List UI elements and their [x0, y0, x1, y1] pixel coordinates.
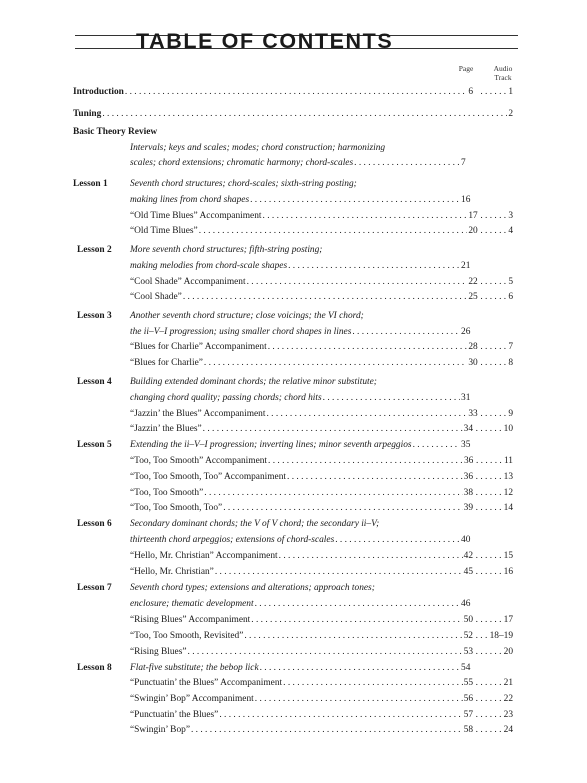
audio-track-number: 22 [503, 694, 513, 704]
page-number: 58 [463, 725, 473, 735]
dot-leader [244, 630, 462, 643]
tune-title: “Blues for Charlie” [130, 358, 203, 368]
dot-leader [251, 614, 462, 627]
toc-row [0, 408, 587, 421]
toc-row [0, 724, 587, 737]
lesson-label: Lesson 2 [77, 245, 112, 255]
tune-title: “Blues for Charlie” Accompaniment [130, 342, 267, 352]
lesson-label: Basic Theory Review [73, 127, 158, 137]
dot-leader [102, 108, 507, 121]
dot-leader [215, 566, 463, 579]
dot-leader [476, 614, 504, 627]
lesson-description: scales; chord extensions; chromatic harmony; chord-scales [130, 158, 354, 168]
lesson-label: Lesson 7 [77, 583, 112, 593]
audio-track-number: 7 [508, 342, 513, 352]
tune-title: “Swingin’ Bop” Accompaniment [130, 694, 254, 704]
lesson-label: Lesson 4 [77, 377, 112, 387]
lesson-description: changing chord quality; passing chords; chord hits [130, 393, 322, 403]
toc-row [0, 693, 587, 706]
page-number: 57 [463, 710, 473, 720]
tune-title: “Hello, Mr. Christian” [130, 567, 214, 577]
dot-leader [219, 709, 462, 722]
lesson-description: Extending the ii–V–I progression; inverting lines; minor seventh arpeggios [130, 440, 412, 450]
page-number: 25 [468, 292, 478, 302]
lesson-description: Secondary dominant chords; the V of V chord; the secondary ii–V; [130, 519, 380, 529]
dot-leader [255, 598, 460, 611]
page-number: 55 [463, 678, 473, 688]
dot-leader [476, 709, 504, 722]
tune-title: “Jazzin’ the Blues” [130, 424, 202, 434]
dot-leader [268, 455, 463, 468]
toc-row [0, 614, 587, 627]
toc-row [0, 582, 587, 595]
dot-leader [323, 392, 460, 405]
tune-title: “Old Time Blues” Accompaniment [130, 211, 262, 221]
toc-row [0, 598, 587, 611]
toc-row [0, 534, 587, 547]
audio-track-number: 2 [508, 109, 513, 119]
toc-row [0, 326, 587, 339]
page-number: 35 [461, 440, 471, 450]
page-number: 22 [468, 277, 478, 287]
audio-track-number: 23 [503, 710, 513, 720]
page-number: 33 [468, 409, 478, 419]
page-column-header: Page [458, 64, 474, 73]
dot-leader [191, 724, 463, 737]
dot-leader [476, 646, 504, 659]
tune-title: “Rising Blues” Accompaniment [130, 615, 251, 625]
dot-leader [476, 566, 504, 579]
dot-leader [480, 276, 508, 289]
lesson-label: Lesson 1 [73, 179, 108, 189]
tune-title: “Hello, Mr. Christian” Accompaniment [130, 551, 278, 561]
dot-leader [354, 157, 460, 170]
tune-title: “Punctuatin’ the Blues” Accompaniment [130, 678, 283, 688]
toc-row [0, 630, 587, 643]
toc-row [0, 423, 587, 436]
lesson-description: Flat-five substitute; the bebop lick [130, 663, 259, 673]
page-number: 34 [463, 424, 473, 434]
toc-row [0, 126, 587, 139]
audio-track-number: 24 [503, 725, 513, 735]
lesson-description: Seventh chord structures; chord-scales; sixth-string posting; [130, 179, 357, 189]
tune-title: “Jazzin’ the Blues” Accompaniment [130, 409, 266, 419]
tune-title: “Cool Shade” [130, 292, 182, 302]
tune-title: “Old Time Blues” [130, 226, 198, 236]
tune-title: “Swingin’ Bop” [130, 725, 190, 735]
dot-leader [476, 471, 504, 484]
toc-row [0, 194, 587, 207]
dot-leader [199, 225, 468, 238]
toc-row [0, 677, 587, 690]
audio-track-number: 12 [503, 488, 513, 498]
page-number: 53 [463, 647, 473, 657]
dot-leader [188, 646, 463, 659]
lesson-description: thirteenth chord arpeggios; extensions of chord-scales [130, 535, 335, 545]
toc-row [0, 709, 587, 722]
toc-row [0, 646, 587, 659]
audio-track-number: 10 [503, 424, 513, 434]
toc-row [0, 210, 587, 223]
dot-leader [203, 423, 463, 436]
toc-row [0, 310, 587, 323]
page-number: 42 [463, 551, 473, 561]
audio-header-line: Audio [493, 64, 513, 73]
page-number: 6 [468, 87, 473, 97]
dot-leader [352, 326, 460, 339]
dot-leader [223, 502, 462, 515]
dot-leader [247, 276, 468, 289]
dot-leader [480, 357, 508, 370]
page-number: 36 [463, 472, 473, 482]
audio-track-number: 9 [508, 409, 513, 419]
page-number: 30 [468, 358, 478, 368]
dot-leader [480, 408, 508, 421]
toc-row [0, 471, 587, 484]
page-number: 54 [461, 663, 471, 673]
dot-leader [413, 439, 460, 452]
audio-track-number: 14 [503, 503, 513, 513]
toc-row [0, 439, 587, 452]
lesson-description: Intervals; keys and scales; modes; chord construction; harmonizing [130, 143, 386, 153]
dot-leader [125, 86, 467, 99]
section-title: Introduction [73, 87, 124, 97]
page-number: 45 [463, 567, 473, 577]
toc-row [0, 86, 587, 99]
track-header-line: Track [494, 72, 512, 82]
dot-leader [476, 677, 504, 690]
dot-leader [476, 550, 504, 563]
lesson-label: Lesson 5 [77, 440, 112, 450]
tune-title: “Too, Too Smooth, Too” [130, 503, 223, 513]
toc-row [0, 157, 587, 170]
toc-row [0, 178, 587, 191]
audio-track-number: 17 [503, 615, 513, 625]
toc-row [0, 291, 587, 304]
tune-title: “Cool Shade” Accompaniment [130, 277, 246, 287]
dot-leader [476, 423, 504, 436]
toc-row [0, 550, 587, 563]
lesson-description: enclosure; thematic development [130, 599, 254, 609]
tune-title: “Too, Too Smooth” [130, 488, 204, 498]
section-title: Tuning [73, 109, 102, 119]
page-number: 17 [468, 211, 478, 221]
toc-row [0, 276, 587, 289]
page-number: 56 [463, 694, 473, 704]
dot-leader [476, 630, 490, 643]
lesson-label: Lesson 6 [77, 519, 112, 529]
page-number: 40 [461, 535, 471, 545]
page-title: TABLE OF CONTENTS [136, 29, 394, 53]
dot-leader [266, 408, 467, 421]
dot-leader [476, 724, 504, 737]
dot-leader [279, 550, 463, 563]
audio-track-number: 15 [503, 551, 513, 561]
toc-row [0, 392, 587, 405]
toc-row [0, 662, 587, 675]
audio-track-number: 4 [508, 226, 513, 236]
toc-row [0, 244, 587, 257]
page-number: 46 [461, 599, 471, 609]
audio-track-number: 20 [503, 647, 513, 657]
dot-leader [288, 260, 460, 273]
audio-track-number: 3 [508, 211, 513, 221]
dot-leader [183, 291, 468, 304]
lesson-label: Lesson 3 [77, 311, 112, 321]
dot-leader [480, 210, 508, 223]
page-number: 38 [463, 488, 473, 498]
dot-leader [480, 86, 508, 99]
toc-row [0, 142, 587, 155]
lesson-description: making melodies from chord-scale shapes [130, 261, 288, 271]
toc-row [0, 108, 587, 121]
page-number: 52 [463, 631, 473, 641]
dot-leader [255, 693, 463, 706]
dot-leader [480, 341, 508, 354]
toc-row [0, 260, 587, 273]
dot-leader [268, 341, 468, 354]
page-number: 16 [461, 195, 471, 205]
toc-row [0, 357, 587, 370]
audio-track-number: 6 [508, 292, 513, 302]
dot-leader [260, 662, 460, 675]
audio-track-number: 13 [503, 472, 513, 482]
audio-track-number: 18–19 [489, 631, 513, 641]
dot-leader [480, 225, 508, 238]
toc-row [0, 455, 587, 468]
tune-title: “Rising Blues” [130, 647, 187, 657]
toc-row [0, 518, 587, 531]
tune-title: “Too, Too Smooth, Revisited” [130, 631, 244, 641]
audio-track-number: 5 [508, 277, 513, 287]
lesson-description: Seventh chord types; extensions and alterations; approach tones; [130, 583, 375, 593]
lesson-description: the ii–V–I progression; using smaller chord shapes in lines [130, 327, 352, 337]
toc-row [0, 502, 587, 515]
audio-track-number: 1 [508, 87, 513, 97]
tune-title: “Too, Too Smooth” Accompaniment [130, 456, 268, 466]
lesson-description: making lines from chord shapes [130, 195, 250, 205]
dot-leader [480, 291, 508, 304]
page-number: 31 [461, 393, 471, 403]
tune-title: “Punctuatin’ the Blues” [130, 710, 219, 720]
audio-track-number: 8 [508, 358, 513, 368]
audio-track-number: 16 [503, 567, 513, 577]
audio-track-column-header [491, 65, 515, 82]
dot-leader [263, 210, 468, 223]
page-number: 20 [468, 226, 478, 236]
dot-leader [476, 487, 504, 500]
dot-leader [204, 357, 467, 370]
dot-leader [283, 677, 462, 690]
page-number: 50 [463, 615, 473, 625]
lesson-description: Building extended dominant chords; the relative minor substitute; [130, 377, 377, 387]
dot-leader [335, 534, 460, 547]
page-number: 39 [463, 503, 473, 513]
lesson-description: More seventh chord structures; fifth-string posting; [130, 245, 323, 255]
toc-row [0, 566, 587, 579]
toc-row [0, 225, 587, 238]
dot-leader [250, 194, 460, 207]
dot-leader [287, 471, 463, 484]
dot-leader [476, 693, 504, 706]
dot-leader [476, 455, 504, 468]
audio-track-number: 21 [503, 678, 513, 688]
page-number: 28 [468, 342, 478, 352]
lesson-label: Lesson 8 [77, 663, 112, 673]
toc-row [0, 487, 587, 500]
page-number: 21 [461, 261, 471, 271]
dot-leader [476, 502, 504, 515]
page-number: 26 [461, 327, 471, 337]
tune-title: “Too, Too Smooth, Too” Accompaniment [130, 472, 286, 482]
dot-leader [204, 487, 462, 500]
toc-row [0, 341, 587, 354]
lesson-description: Another seventh chord structure; close voicings; the VI chord; [130, 311, 364, 321]
toc-row [0, 376, 587, 389]
page-number: 36 [463, 456, 474, 466]
audio-track-number: 11 [503, 456, 513, 466]
page-number: 7 [461, 158, 466, 168]
